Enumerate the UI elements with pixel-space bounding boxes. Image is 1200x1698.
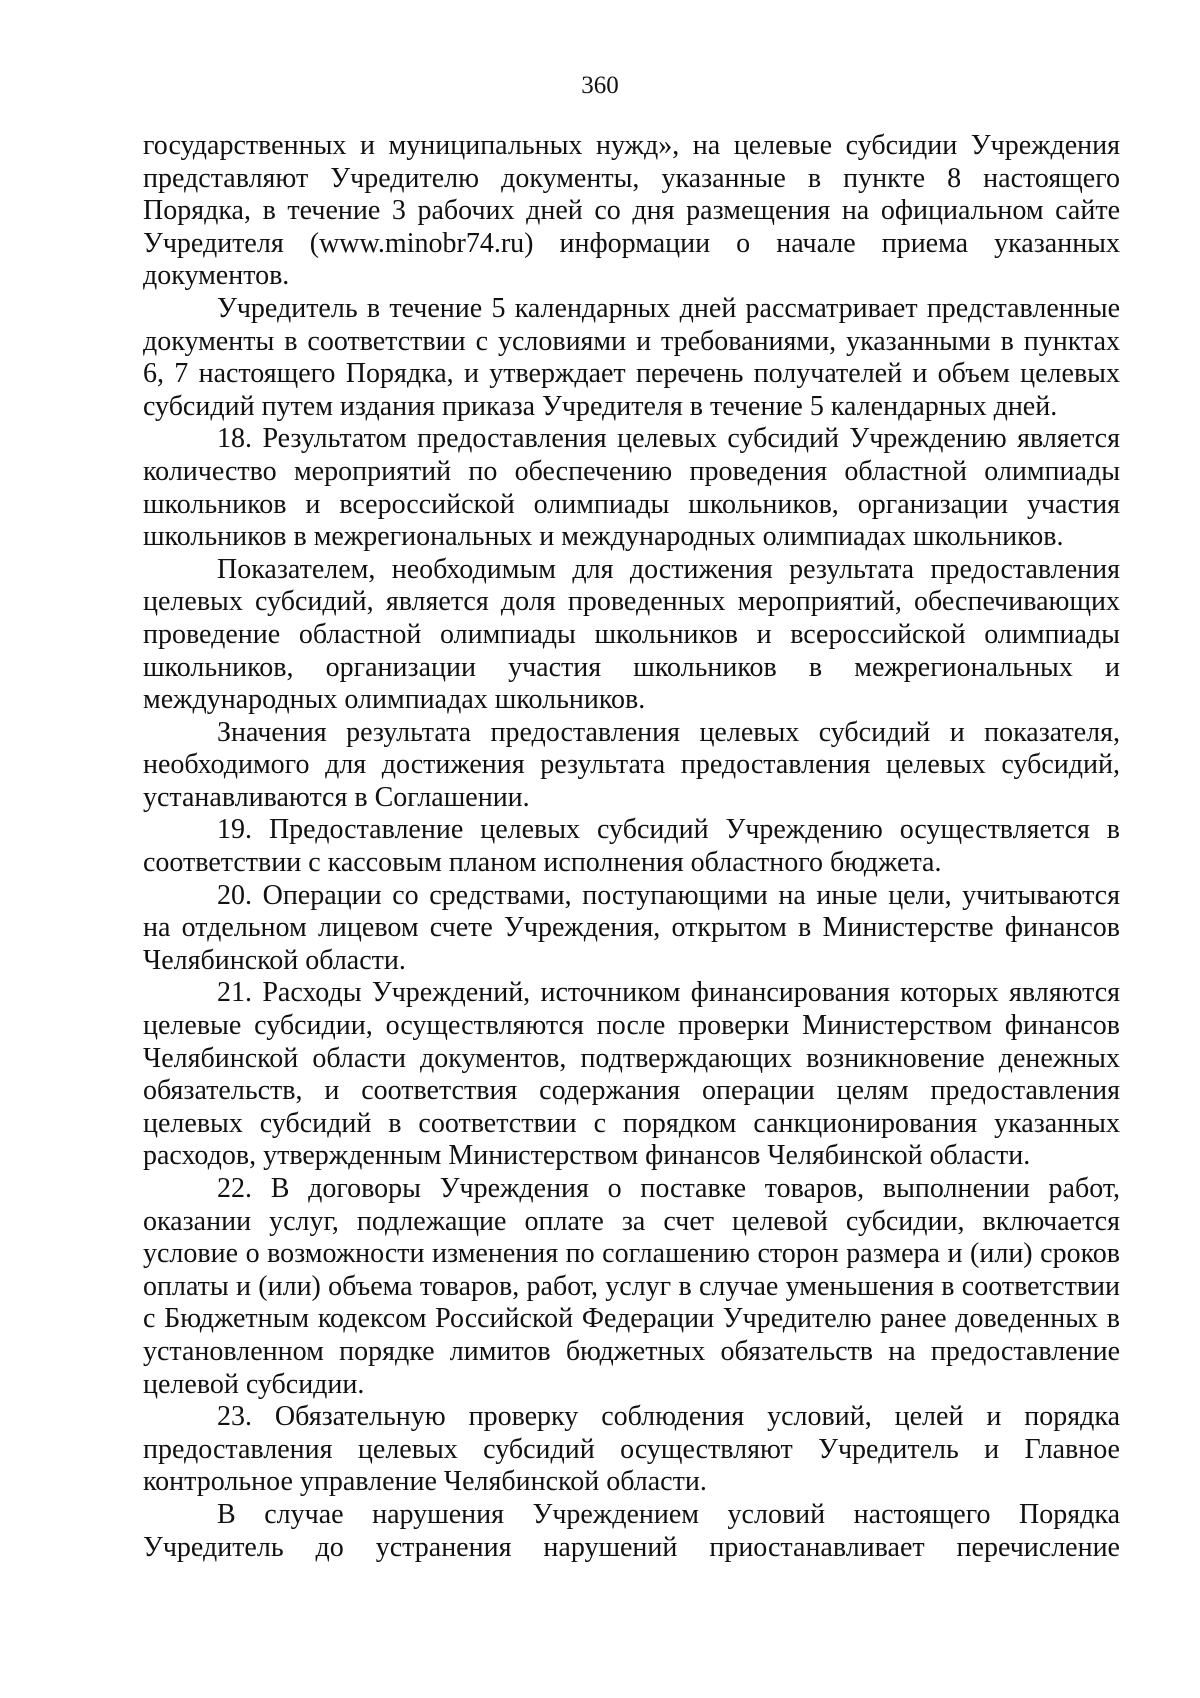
document-body — [143, 130, 1120, 1564]
paragraph: государственных и муниципальных нужд», на целевые субсидии Учреждения представляют Учредителю документы, указанные в пункте 8 настоящего Порядка, в течение 3 рабочих дней со дня размещения на официальном сайте Учредителя (www.minobr74.ru) информации о начале приема указанных документов. — [143, 130, 1120, 292]
paragraph: 21. Расходы Учреждений, источником финансирования которых являются целевые субсидии, осуществляются после проверки Министерством финансов Челябинской области документов, подтверждающих возникновение денежных обязательств, и соответствия содержания операции целям предоставления целевых субсидий в соответствии с порядком санкционирования указанных расходов, утвержденным Министерством финансов Челябинской области. — [143, 977, 1120, 1172]
paragraph: 20. Операции со средствами, поступающими на иные цели, учитываются на отдельном лицевом счете Учреждения, открытом в Министерстве финансов Челябинской области. — [143, 879, 1120, 976]
paragraph: В случае нарушения Учреждением условий настоящего Порядка Учредитель до устранения нарушений приостанавливает перечисление — [143, 1498, 1120, 1563]
paragraph: Значения результата предоставления целевых субсидий и показателя, необходимого для достижения результата предоставления целевых субсидий, устанавливаются в Соглашении. — [143, 716, 1120, 813]
page-number: 360 — [581, 72, 619, 99]
paragraph: Учредитель в течение 5 календарных дней рассматривает представленные документы в соответствии с условиями и требованиями, указанными в пунктах 6, 7 настоящего Порядка, и утверждает перечень получателей и объем целевых субсидий путем издания приказа Учредителя в течение 5 календарных дней. — [143, 292, 1120, 422]
paragraph: 18. Результатом предоставления целевых субсидий Учреждению является количество мероприятий по обеспечению проведения областной олимпиады школьников и всероссийской олимпиады школьников, организации участия школьников в межрегиональных и международных олимпиадах школьников. — [143, 423, 1120, 553]
paragraph: 23. Обязательную проверку соблюдения условий, целей и порядка предоставления целевых субсидий осуществляют Учредитель и Главное контрольное управление Челябинской области. — [143, 1401, 1120, 1498]
paragraph: Показателем, необходимым для достижения результата предоставления целевых субсидий, является доля проведенных мероприятий, обеспечивающих проведение областной олимпиады школьников и всероссийской олимпиады школьников, организации участия школьников в межрегиональных и международных олимпиадах школьников. — [143, 553, 1120, 716]
paragraph: 22. В договоры Учреждения о поставке товаров, выполнении работ, оказании услуг, подлежащие оплате за счет целевой субсидии, включается условие о возможности изменения по соглашению сторон размера и (или) сроков оплаты и (или) объема товаров, работ, услуг в случае уменьшения в соответствии с Бюджетным кодексом Российской Федерации Учредителю ранее доведенных в установленном порядке лимитов бюджетных обязательств на предоставление целевой субсидии. — [143, 1173, 1120, 1400]
paragraph: 19. Предоставление целевых субсидий Учреждению осуществляется в соответствии с кассовым планом исполнения областного бюджета. — [143, 814, 1120, 879]
